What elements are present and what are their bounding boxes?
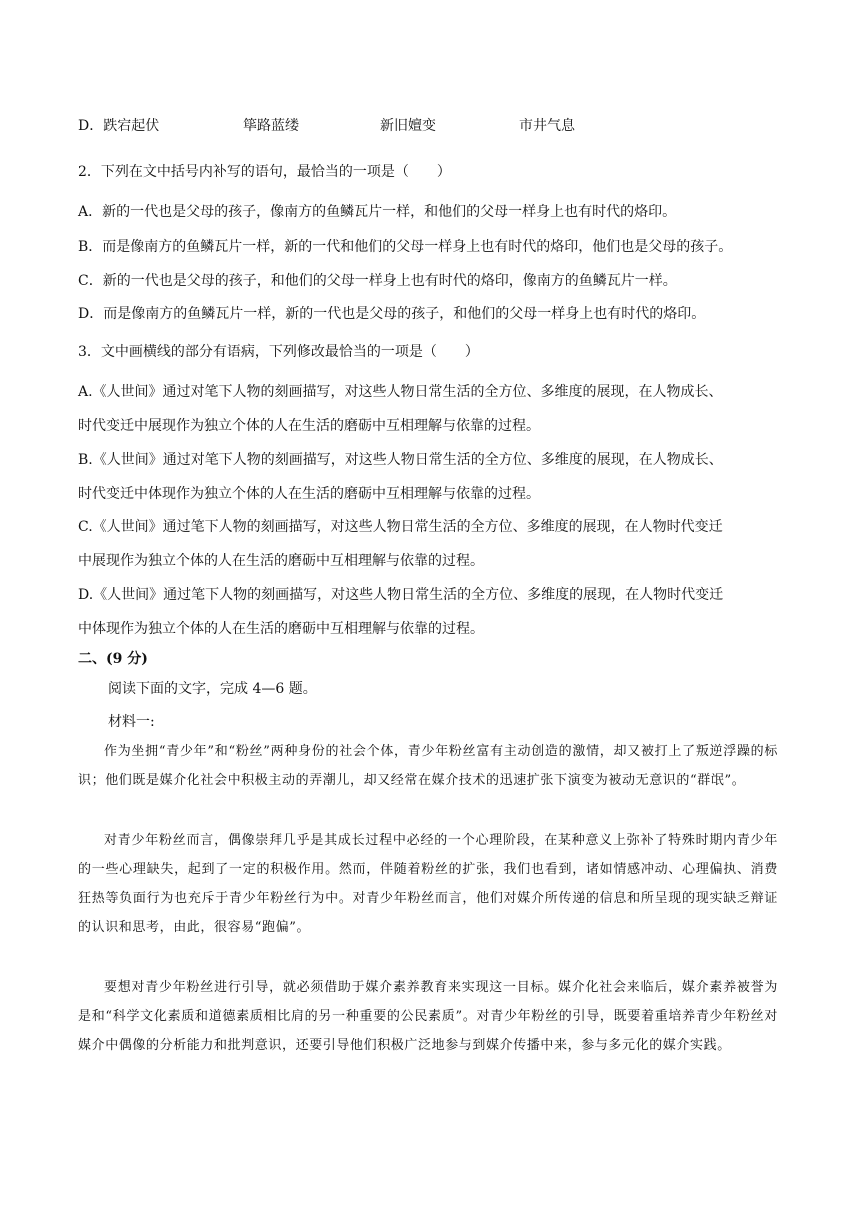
q3-option-d-line1: D.《人世间》通过笔下人物的刻画描写，对这些人物日常生活的全方位、多维度的展现，在人物时代变迁	[78, 587, 724, 603]
material-1-paragraph-3: 要想对青少年粉丝进行引导，就必须借助于媒介素养教育来实现这一目标。媒介化社会来临后，媒介素养被誉为是和“科学文化素质和道德素质相比肩的另一种重要的公民素质”。对青少年粉丝的引导，既要着重培养青少年粉丝对媒介中偶像的分析能力和批判意识，还要引导他们积极广泛地参与到媒介传播中来，参与多元化的媒介实践。	[78, 980, 778, 1053]
q1-option-d-word-3: 新旧嬗变	[380, 118, 436, 134]
q3-option-b-line2: 时代变迁中体现作为独立个体的人在生活的磨砺中互相理解与依靠的过程。	[78, 486, 540, 502]
section-2-title: 二、(9 分)	[78, 651, 148, 667]
q2-option-a: A．新的一代也是父母的孩子，像南方的鱼鳞瓦片一样，和他们的父母一样身上也有时代的烙印。	[78, 204, 677, 220]
section-2-instruction: 阅读下面的文字，完成 4—6 题。	[108, 681, 317, 697]
q3-stem: 3．文中画横线的部分有语病，下列修改最恰当的一项是（ ）	[78, 344, 479, 360]
q3-option-a-line1: A.《人世间》通过对笔下人物的刻画描写，对这些人物日常生活的全方位、多维度的展现，在人物成长、	[78, 384, 723, 400]
q2-option-d: D．而是像南方的鱼鳞瓦片一样，新的一代也是父母的孩子，和他们的父母一样身上也有时代的烙印。	[78, 306, 706, 322]
q2-stem: 2．下列在文中括号内补写的语句，最恰当的一项是（ ）	[78, 164, 451, 180]
q3-option-a-line2: 时代变迁中展现作为独立个体的人在生活的磨砺中互相理解与依靠的过程。	[78, 418, 540, 434]
q3-option-b-line1: B.《人世间》通过对笔下人物的刻画描写，对这些人物日常生活的全方位、多维度的展现，在人物成长、	[78, 452, 723, 468]
q3-option-c-line2: 中展现作为独立个体的人在生活的磨砺中互相理解与依靠的过程。	[78, 553, 484, 569]
q3-option-d-line2: 中体现作为独立个体的人在生活的磨砺中互相理解与依靠的过程。	[78, 621, 484, 637]
q2-option-c: C．新的一代也是父母的孩子，和他们的父母一样身上也有时代的烙印，像南方的鱼鳞瓦片一样。	[78, 273, 677, 289]
material-1-paragraph-2: 对青少年粉丝而言，偶像崇拜几乎是其成长过程中必经的一个心理阶段，在某种意义上弥补了特殊时期内青少年的一些心理缺失，起到了一定的积极作用。然而，伴随着粉丝的扩张，我们也看到，诸如情感冲动、心理偏执、消费狂热等负面行为也充斥于青少年粉丝行为中。对青少年粉丝而言，他们对媒介所传递的信息和所呈现的现实缺乏辩证的认识和思考，由此，很容易“跑偏”。	[78, 833, 778, 935]
material-1-paragraph-1: 作为坐拥“青少年”和“粉丝”两种身份的社会个体，青少年粉丝富有主动创造的激情，却又被打上了叛逆浮躁的标识；他们既是媒介化社会中积极主动的弄潮儿，却又经常在媒介技术的迅速扩张下演变为被动无意识的“群氓”。	[78, 744, 778, 788]
q3-option-c-line1: C.《人世间》通过笔下人物的刻画描写，对这些人物日常生活的全方位、多维度的展现，在人物时代变迁	[78, 519, 723, 535]
q1-option-d-label: D．跌宕起伏	[78, 118, 160, 134]
q2-option-b: B．而是像南方的鱼鳞瓦片一样，新的一代和他们的父母一样身上也有时代的烙印，他们也是父母的孩子。	[78, 239, 733, 255]
q1-option-d-word-2: 筚路蓝缕	[243, 118, 299, 134]
material-1-label: 材料一:	[108, 714, 155, 730]
q1-option-d-word-4: 市井气息	[519, 118, 575, 134]
